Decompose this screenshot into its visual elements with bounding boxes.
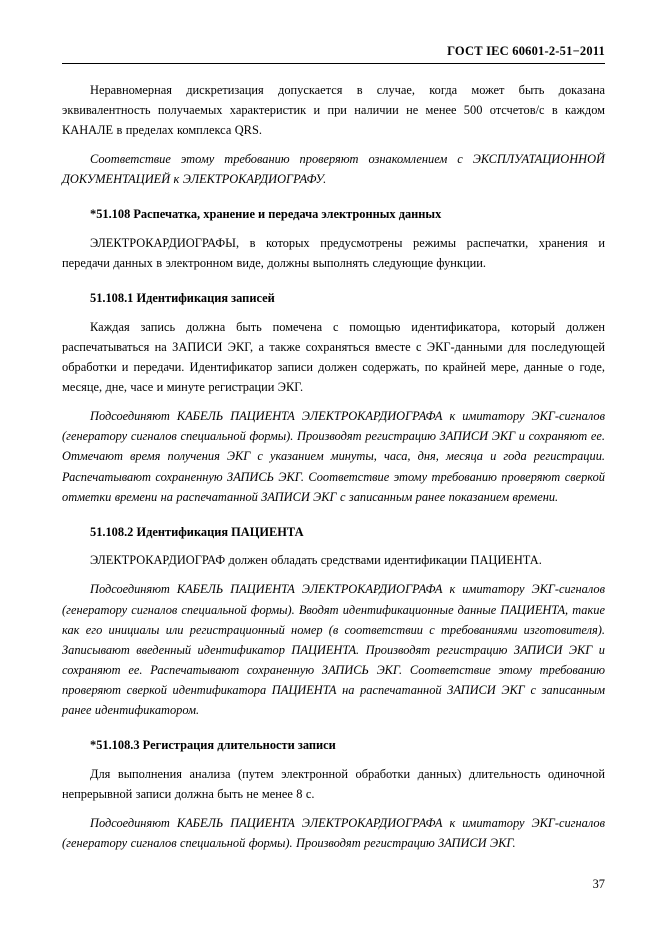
section-heading: 51.108.2 Идентификация ПАЦИЕНТА xyxy=(90,524,304,539)
section-heading: *51.108.3 Регистрация длительности записи xyxy=(90,738,336,753)
body-paragraph: ЭЛЕКТРОКАРДИОГРАФ должен обладать средствами идентификации ПАЦИЕНТА. xyxy=(90,553,542,568)
test-method-paragraph: Подсоединяют КАБЕЛЬ ПАЦИЕНТА ЭЛЕКТРОКАРДИОГРАФА к имитатору ЭКГ-сигналов (генератору сигналов специальной формы). Вводят идентификационные данные ПАЦИЕНТА, такие как его инициалы или регистрационный номер (в соответствии с требованиями изготовителя). Записывают введенный идентификатор ПАЦИЕНТА. Производят регистрацию ЗАПИСИ ЭКГ и сохраняют ее. Распечатывают сохраненную ЗАПИСЬ ЭКГ. Соответствие этому требованию проверяют сверкой идентификатора ПАЦИЕНТА на распечатанной ЗАПИСИ ЭКГ с записанным ранее идентификатором. xyxy=(62,582,605,717)
test-method-paragraph: Соответствие этому требованию проверяют ознакомлением с ЭКСПЛУАТАЦИОННОЙ ДОКУМЕНТАЦИЕЙ к ЭЛЕКТРОКАРДИОГРАФУ. xyxy=(62,152,605,187)
header-divider xyxy=(62,63,605,64)
section-heading: 51.108.1 Идентификация записей xyxy=(90,291,275,306)
body-paragraph: Для выполнения анализа (путем электронной обработки данных) длительность одиночной непрерывной записи должна быть не менее 8 с. xyxy=(62,766,605,801)
body-paragraph: ЭЛЕКТРОКАРДИОГРАФЫ, в которых предусмотрены режимы распечатки, хранения и передачи данных в электронном виде, должны выполнять следующие функции. xyxy=(62,236,605,271)
body-paragraph: Неравномерная дискретизация допускается в случае, когда может быть доказана эквивалентность получаемых характеристик и при наличии не менее 500 отсчетов/с в каждом КАНАЛЕ в пределах комплекса QRS. xyxy=(62,83,605,138)
document-header: ГОСТ IEC 60601-2-51−2011 xyxy=(447,44,605,58)
page-number: 37 xyxy=(592,877,605,891)
body-paragraph: Каждая запись должна быть помечена с помощью идентификатора, который должен распечатываться на ЗАПИСИ ЭКГ, а также сохраняться вместе с ЭКГ-данными для последующей обработки и передачи. Идентификатор записи должен содержать, по крайней мере, данные о годе, месяце, дне, часе и минуте регистрации ЭКГ. xyxy=(62,319,605,395)
document-body xyxy=(62,80,605,853)
section-heading: *51.108 Распечатка, хранение и передача электронных данных xyxy=(90,207,442,222)
test-method-paragraph: Подсоединяют КАБЕЛЬ ПАЦИЕНТА ЭЛЕКТРОКАРДИОГРАФА к имитатору ЭКГ-сигналов (генератору сигналов специальной формы). Производят регистрацию ЗАПИСИ ЭКГ и сохраняют ее. Отмечают время получения ЭКГ с указанием минуты, часа, дня, месяца и года регистрации. Распечатывают сохраненную ЗАПИСЬ ЭКГ. Соответствие этому требованию проверяют сверкой отметки времени на распечатанной ЗАПИСИ ЭКГ с записанным ранее показанием времени. xyxy=(62,409,605,504)
test-method-paragraph: Подсоединяют КАБЕЛЬ ПАЦИЕНТА ЭЛЕКТРОКАРДИОГРАФА к имитатору ЭКГ-сигналов (генератору сигналов специальной формы). Производят регистрацию ЗАПИСИ ЭКГ. xyxy=(62,815,605,850)
